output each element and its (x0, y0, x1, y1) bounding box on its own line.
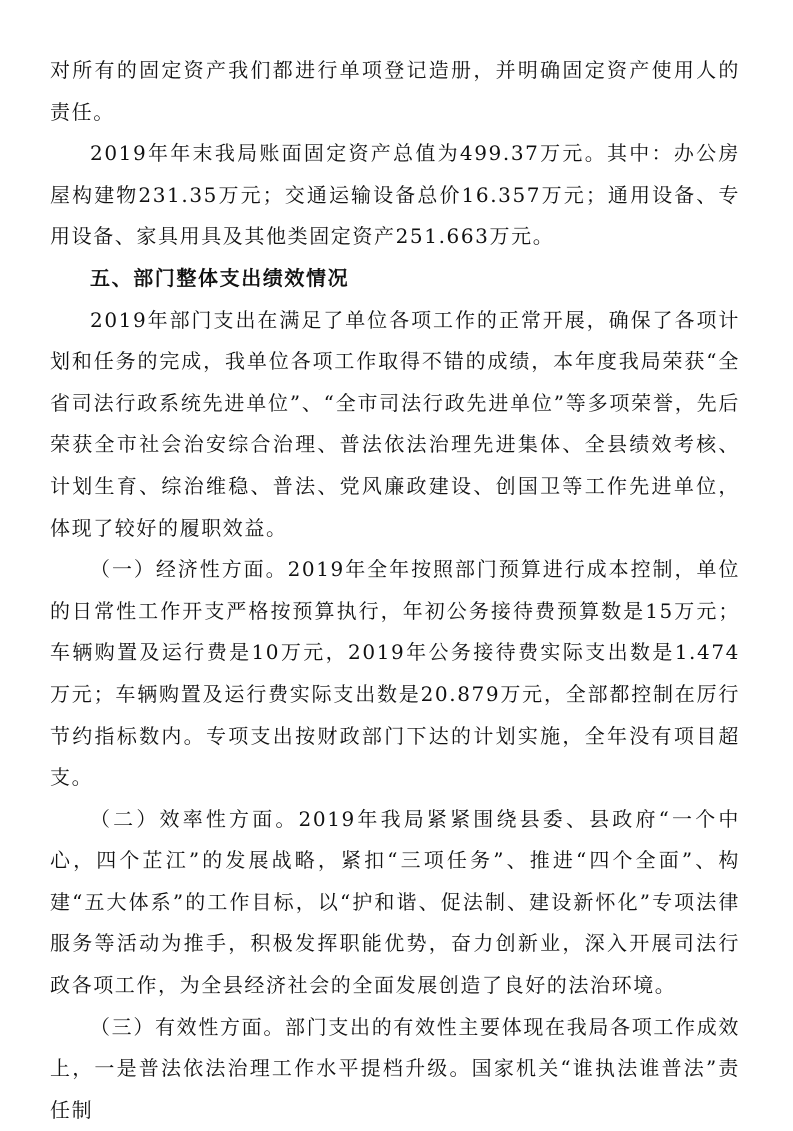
paragraph-performance-overview: 2019年部门支出在满足了单位各项工作的正常开展，确保了各项计划和任务的完成，我单位各项工作取得不错的成绩，本年度我局荣获“全省司法行政系统先进单位”、“全市司法行政先进单位”等多项荣誉，先后荣获全市社会治安综合治理、普法依法治理先进集体、全县绩效考核、计划生育、综治维稳、普法、党风廉政建设、创国卫等工作先进单位，体现了较好的履职效益。 (50, 307, 740, 540)
paragraph-efficiency: （二）效率性方面。2019年我局紧紧围绕县委、县政府“一个中心，四个芷江”的发展战略，紧扣“三项任务”、推进“四个全面”、构建“五大体系”的工作目标，以“护和谐、促法制、建设新怀化”专项法律服务等活动为推手，积极发挥职能优势，奋力创新业，深入开展司法行政各项工作，为全县经济社会的全面发展创造了良好的法治环境。 (50, 806, 740, 998)
paragraph-economy: （一）经济性方面。2019年全年按照部门预算进行成本控制，单位的日常性工作开支严格按预算执行，年初公务接待费预算数是15万元；车辆购置及运行费是10万元，2019年公务接待费实际支出数是1.474万元；车辆购置及运行费实际支出数是20.879万元，全部都控制在厉行节约指标数内。专项支出按财政部门下达的计划实施，全年没有项目超支。 (50, 557, 740, 790)
paragraph-effectiveness: （三）有效性方面。部门支出的有效性主要体现在我局各项工作成效上，一是普法依法治理工作水平提档升级。国家机关“谁执法谁普法”责任制 (50, 1014, 740, 1122)
paragraph-fixed-assets-total: 2019年年末我局账面固定资产总值为499.37万元。其中：办公房屋构建物231.35万元；交通运输设备总价16.357万元；通用设备、专用设备、家具用具及其他类固定资产251.663万元。 (50, 141, 740, 249)
document-page (50, 50, 740, 1131)
section-heading-performance: 五、部门整体支出绩效情况 (90, 265, 350, 290)
paragraph-asset-responsibility: 对所有的固定资产我们都进行单项登记造册，并明确固定资产使用人的责任。 (50, 58, 740, 124)
